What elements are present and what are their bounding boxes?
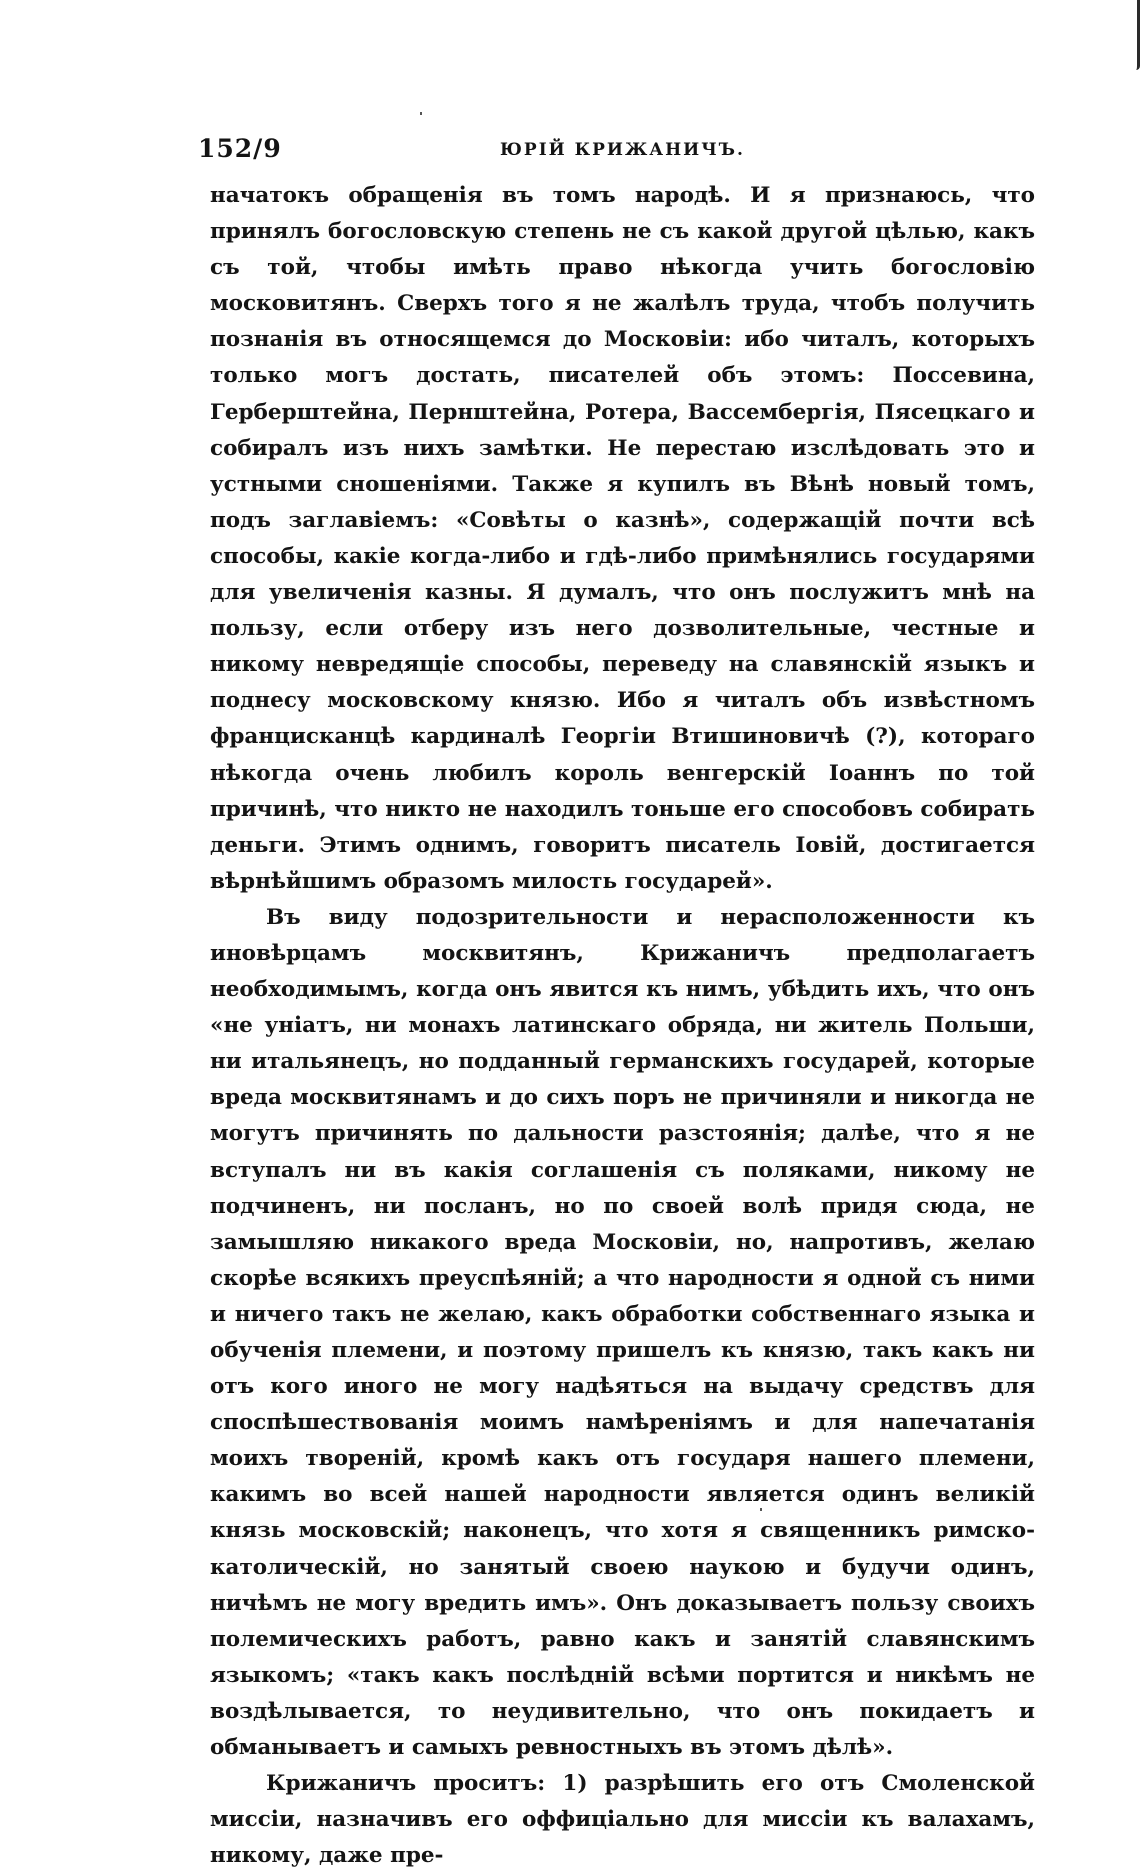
binding-edge [1127,0,1140,70]
page-number: 152/9 [198,134,282,163]
running-head [198,134,1035,168]
paragraph-2: Въ виду подозрительности и нерасположенности къ иновѣрцамъ москвитянъ, Крижаничъ предполагаетъ необходимымъ, когда онъ явится къ нимъ, убѣдить ихъ, что онъ «не уніатъ, ни монахъ латинскаго обряда, ни житель Польши, ни итальянецъ, но подданный германскихъ государей, которые вреда москвитянамъ и до сихъ поръ не причиняли и никогда не могутъ причинять по дальности разстоянія; далѣе, что я не вступалъ ни въ какія соглашенія съ поляками, никому не подчиненъ, ни посланъ, но по своей волѣ придя сюда, не замышляю никакого вреда Московіи, но, напротивъ, желаю скорѣе всякихъ преуспѣяній; а что народности я одной съ ними и ничего такъ не желаю, какъ обработки собственнаго языка и обученія племени, и поэтому пришелъ къ князю, такъ какъ ни отъ кого иного не могу надѣяться на выдачу средствъ для споспѣшествованія моимъ намѣреніямъ и для напечатанія моихъ твореній, кромѣ какъ отъ государя нашего племени, какимъ во всей нашей народности является одинъ великій князь московскій; наконецъ, что хотя я священникъ римско-католическій, но занятый своею наукою и будучи одинъ, ничѣмъ не могу вредить имъ». Онъ доказываетъ пользу своихъ полемическихъ работъ, равно какъ и занятій славянскимъ языкомъ; «такъ какъ послѣдній всѣми портится и никѣмъ не воздѣлывается, то неудивительно, что онъ покидаетъ и обманываетъ и самыхъ ревностныхъ въ этомъ дѣлѣ». [210,904,1035,1761]
book-page [198,134,1035,1874]
paragraph-1: начатокъ обращенія въ томъ народѣ. И я признаюсь, что принялъ богословскую степень не съ какой другой цѣлью, какъ съ той, чтобы имѣть право нѣкогда учить богословію московитянъ. Сверхъ того я не жалѣлъ труда, чтобъ получить познанія въ относящемся до Московіи: ибо читалъ, которыхъ только могъ достать, писателей объ этомъ: Поссевина, Герберштейна, Пернштейна, Ротера, Вассембергія, Пясецкаго и собиралъ изъ нихъ замѣтки. Не перестаю изслѣдовать это и устными сношеніями. Также я купилъ въ Вѣнѣ новый томъ, подъ заглавіемъ: «Совѣты о казнѣ», содержащій почти всѣ способы, какіе когда-либо и гдѣ-либо примѣнялись государями для увеличенія казны. Я думалъ, что онъ послужитъ мнѣ на пользу, если отберу изъ него дозволительные, честные и никому невредящіе способы, переведу на славянскій языкъ и поднесу московскому князю. Ибо я читалъ объ извѣстномъ францисканцѣ кардиналѣ Георгіи Втишиновичѣ (?), котораго нѣкогда очень любилъ король венгерскій Іоаннъ по той причинѣ, что никто не находилъ тоньше его способовъ собирать деньги. Этимъ однимъ, говоритъ писатель Іовій, достигается вѣрнѣйшимъ образомъ милость государей». [210,183,1035,894]
paragraph-3: Крижаничъ проситъ: 1) разрѣшить его отъ Смоленской миссіи, назначивъ его оффиціально для миссіи къ валахамъ, никому, даже пре- [210,1771,1035,1869]
body-text [210,178,1035,1874]
scan-speck [420,112,422,115]
running-title: ЮРІЙ КРИЖАНИЧЪ. [500,140,745,160]
